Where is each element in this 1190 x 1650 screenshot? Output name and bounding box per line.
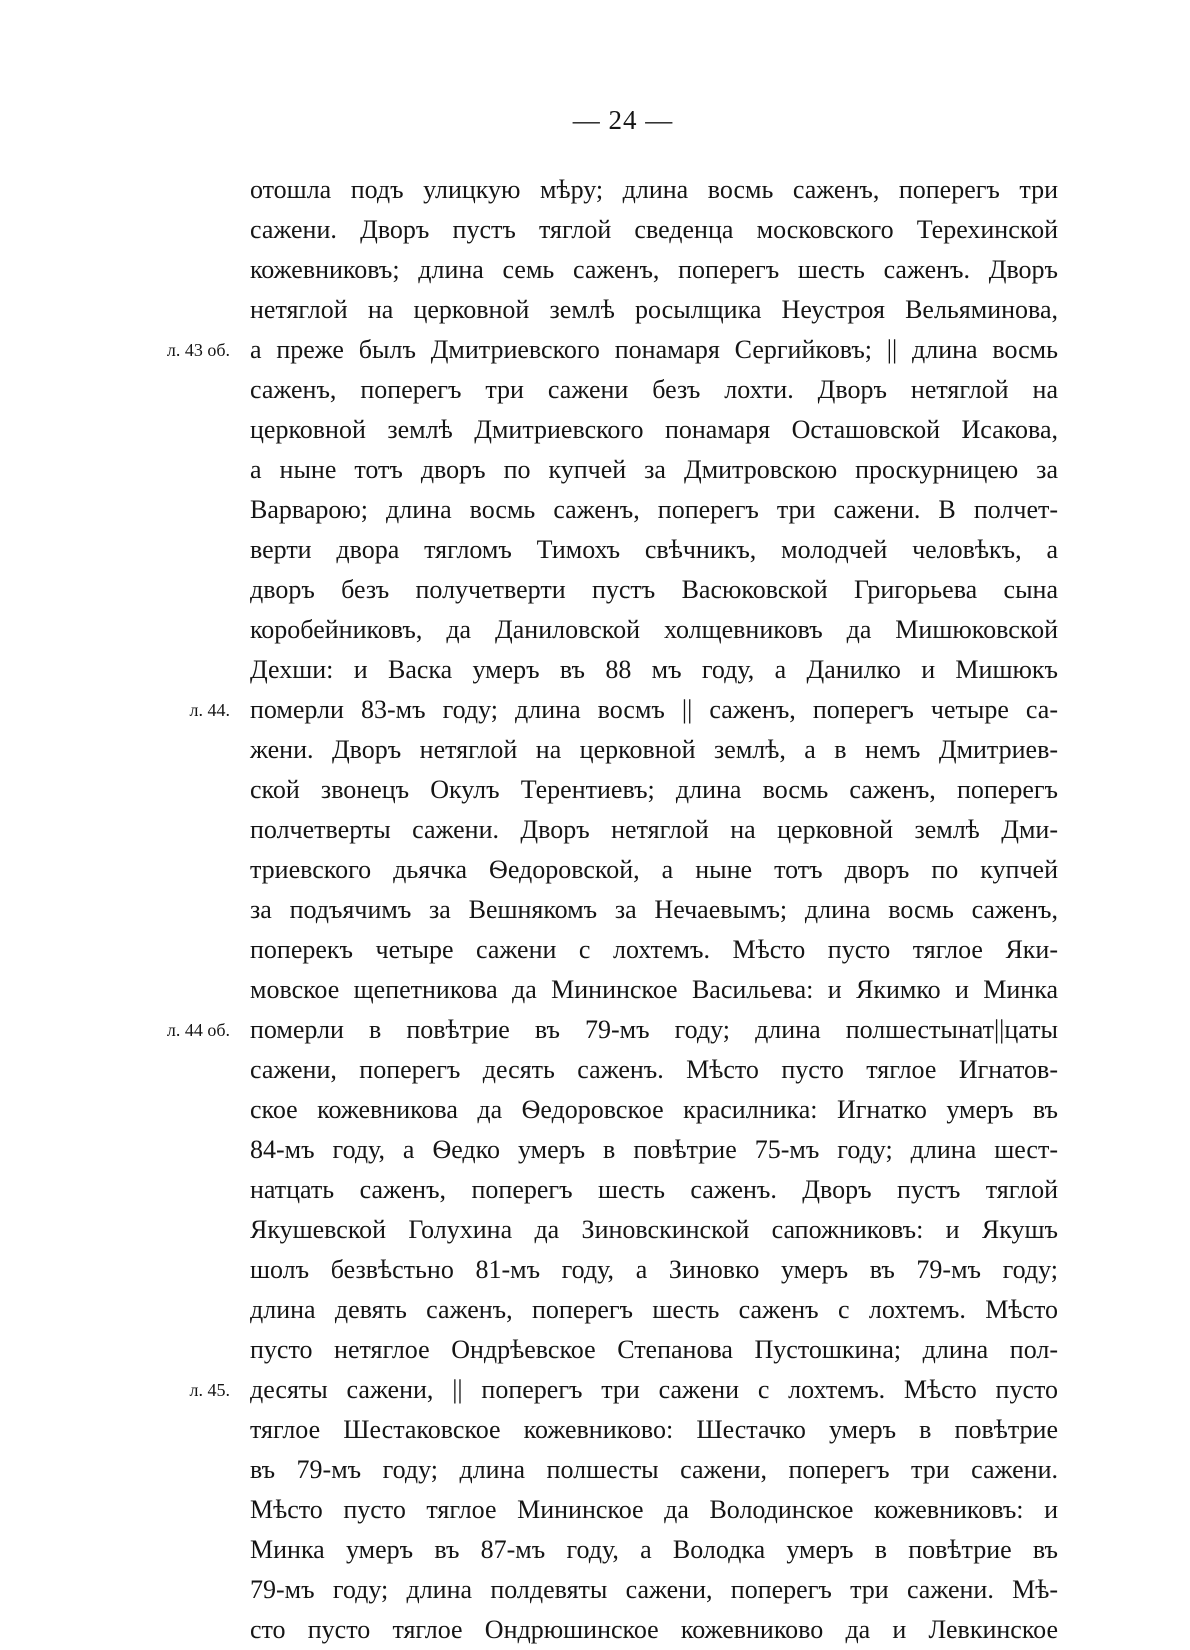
body-text — [250, 170, 1058, 1650]
text-line: ское кожевникова да Ѳедоровское красилника: Игнатко умеръ въ — [250, 1095, 1058, 1124]
margin-folio-note: л. 44. — [189, 700, 230, 720]
text-line: а ныне тотъ дворъ по купчей за Дмитровскою проскурницею за — [250, 455, 1058, 484]
margin-folio-note: л. 44 об. — [166, 1020, 230, 1040]
text-line: отошла подъ улицкую мѣру; длина восмь саженъ, поперегъ три — [250, 175, 1058, 204]
text-line: саженъ, поперегъ три сажени безъ лохти. Дворъ нетяглой на — [250, 375, 1058, 404]
text-line: триевского дьячка Ѳедоровской, а ныне тотъ дворъ по купчей — [250, 855, 1058, 884]
page-number — [0, 103, 1190, 137]
text-line: мовское щепетникова да Мининское Васильева: и Якимко и Минка — [250, 975, 1058, 1004]
text-line: сажени, поперегъ десять саженъ. Мѣсто пусто тяглое Игнатов- — [250, 1055, 1058, 1084]
text-line: ской звонецъ Окулъ Терентиевъ; длина восмь саженъ, поперегъ — [250, 775, 1058, 804]
text-line: померли в повѣтрие въ 79-мъ году; длина полшестынат||цаты — [250, 1015, 1058, 1044]
text-line: Варварою; длина восмь саженъ, поперегъ три сажени. В полчет- — [250, 495, 1058, 524]
text-line: померли 83-мъ году; длина восмъ || саженъ, поперегъ четыре са- — [250, 695, 1058, 724]
text-line: десяты сажени, || поперегъ три сажени с лохтемъ. Мѣсто пусто — [250, 1375, 1058, 1404]
text-line: Минка умеръ въ 87-мъ году, а Володка умеръ в повѣтрие въ — [250, 1535, 1058, 1564]
text-line: Дехши: и Васка умеръ въ 88 мъ году, а Данилко и Мишюкъ — [250, 655, 1058, 684]
text-line: тяглое Шестаковское кожевниково: Шестачко умеръ в повѣтрие — [250, 1415, 1058, 1444]
text-line: за подъячимъ за Вешнякомъ за Нечаевымъ; длина восмь саженъ, — [250, 895, 1058, 924]
text-line: Якушевской Голухина да Зиновскинской сапожниковъ: и Якушъ — [250, 1215, 1058, 1244]
page-number-text: — 24 — — [572, 105, 674, 135]
text-line: въ 79-мъ году; длина полшесты сажени, поперегъ три сажени. — [250, 1455, 1058, 1484]
text-line: натцать саженъ, поперегъ шесть саженъ. Дворъ пустъ тяглой — [250, 1175, 1058, 1204]
text-line: сажени. Дворъ пустъ тяглой сведенца московского Терехинской — [250, 215, 1058, 244]
text-line: пусто нетяглое Ондрѣевское Степанова Пустошкина; длина пол- — [250, 1335, 1058, 1364]
text-line: 79-мъ году; длина полдевяты сажени, поперегъ три сажени. Мѣ- — [250, 1575, 1058, 1604]
text-line: нетяглой на церковной землѣ росылщика Неустроя Вельяминова, — [250, 295, 1058, 324]
text-line: дворъ безъ получетверти пустъ Васюковской Григорьева сына — [250, 575, 1058, 604]
text-line: поперекъ четыре сажени с лохтемъ. Мѣсто пусто тяглое Яки- — [250, 935, 1058, 964]
text-line: полчетверты сажени. Дворъ нетяглой на церковной землѣ Дми- — [250, 815, 1058, 844]
text-line: 84-мъ году, а Ѳедко умеръ в повѣтрие 75-мъ году; длина шест- — [250, 1135, 1058, 1164]
text-line: а преже былъ Дмитриевского понамаря Сергийковъ; || длина восмь — [250, 335, 1058, 364]
margin-folio-note: л. 43 об. — [166, 340, 230, 360]
text-line: коробейниковъ, да Даниловской холщевниковъ да Мишюковской — [250, 615, 1058, 644]
text-line: Мѣсто пусто тяглое Мининское да Володинское кожевниковъ: и — [250, 1495, 1058, 1524]
margin-folio-note: л. 45. — [189, 1380, 230, 1400]
text-line: кожевниковъ; длина семь саженъ, поперегъ шесть саженъ. Дворъ — [250, 255, 1058, 284]
text-line: сто пусто тяглое Ондрюшинское кожевниково да и Левкинское — [250, 1615, 1058, 1644]
text-line: верти двора тягломъ Тимохъ свѣчникъ, молодчей человѣкъ, а — [250, 535, 1058, 564]
text-line: церковной землѣ Дмитриевского понамаря Осташовской Исакова, — [250, 415, 1058, 444]
text-line: жени. Дворъ нетяглой на церковной землѣ, а в немъ Дмитриев- — [250, 735, 1058, 764]
text-line: шолъ безвѣстьно 81-мъ году, а Зиновко умеръ въ 79-мъ году; — [250, 1255, 1058, 1284]
text-line: длина девять саженъ, поперегъ шесть саженъ с лохтемъ. Мѣсто — [250, 1295, 1058, 1324]
